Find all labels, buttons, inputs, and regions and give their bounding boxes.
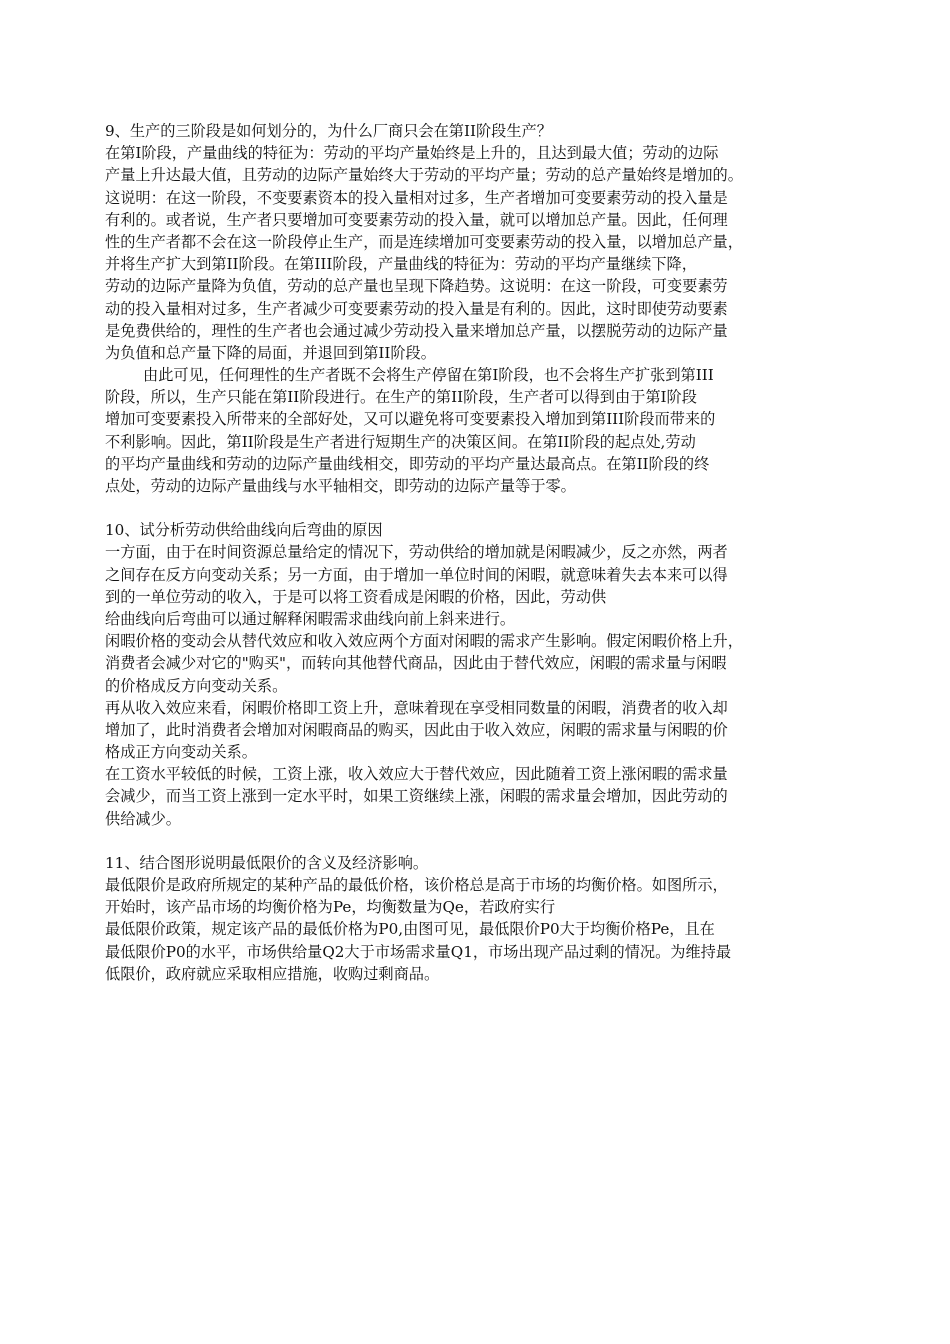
paragraph-line: 供给减少。 <box>105 809 181 828</box>
paragraph-line: 不利影响。因此，第II阶段是生产者进行短期生产的决策区间。在第II阶段的起点处,劳动 <box>105 432 696 451</box>
paragraph-line: 闲暇价格的变动会从替代效应和收入效应两个方面对闲暇的需求产生影响。假定闲暇价格上升， <box>105 632 743 651</box>
paragraph-line: 消费者会减少对它的"购买"，而转向其他替代商品，因此由于替代效应，闲暇的需求量与闲暇 <box>105 654 727 673</box>
paragraph-line: 在第I阶段，产量曲线的特征为：劳动的平均产量始终是上升的，且达到最大值；劳动的边际 <box>105 144 719 163</box>
paragraph-line: 一方面，由于在时间资源总量给定的情况下，劳动供给的增加就是闲暇减少，反之亦然，两者 <box>105 543 728 562</box>
paragraph-line: 之间存在反方向变动关系；另一方面，由于增加一单位时间的闲暇，就意味着失去本来可以得 <box>105 565 728 584</box>
document-page <box>105 120 853 1007</box>
section-q10 <box>105 519 853 830</box>
paragraph-line: 低限价，政府就应采取相应措施，收购过剩商品。 <box>105 964 440 983</box>
paragraph-line: 这说明：在这一阶段，不变要素资本的投入量相对过多，生产者增加可变要素劳动的投入量是 <box>105 188 728 207</box>
paragraph-line: 动的投入量相对过多，生产者减少可变要素劳动的投入量是有利的。因此，这时即使劳动要素 <box>105 299 728 318</box>
paragraph-line: 开始时，该产品市场的均衡价格为Pe，均衡数量为Qe，若政府实行 <box>105 898 556 917</box>
paragraph-line: 有利的。或者说，生产者只要增加可变要素劳动的投入量，就可以增加总产量。因此，任何理 <box>105 210 728 229</box>
paragraph-line: 并将生产扩大到第II阶段。在第III阶段，产量曲线的特征为：劳动的平均产量继续下降， <box>105 255 697 274</box>
paragraph-line: 产量上升达最大值，且劳动的边际产量始终大于劳动的平均产量；劳动的总产量始终是增加的。 <box>105 166 743 185</box>
paragraph-line: 的平均产量曲线和劳动的边际产量曲线相交，即劳动的平均产量达最高点。在第II阶段的终 <box>105 454 710 473</box>
paragraph-line: 最低限价政策，规定该产品的最低价格为P0,由图可见，最低限价P0大于均衡价格Pe，且在 <box>105 920 715 939</box>
section-heading: 11、结合图形说明最低限价的含义及经济影响。 <box>105 853 429 872</box>
paragraph-line: 点处，劳动的边际产量曲线与水平轴相交，即劳动的边际产量等于零。 <box>105 477 576 495</box>
paragraph-line: 给曲线向后弯曲可以通过解释闲暇需求曲线向前上斜来进行。 <box>105 609 516 628</box>
paragraph-line: 为负值和总产量下降的局面，并退回到第II阶段。 <box>105 343 436 362</box>
paragraph-line: 会减少，而当工资上涨到一定水平时，如果工资继续上涨，闲暇的需求量会增加，因此劳动的 <box>105 787 728 806</box>
section-q11 <box>105 852 853 985</box>
paragraph-line: 增加可变要素投入所带来的全部好处，又可以避免将可变要素投入增加到第III阶段而带来的 <box>105 410 716 429</box>
paragraph-line: 格成正方向变动关系。 <box>105 743 257 762</box>
paragraph-line: 性的生产者都不会在这一阶段停止生产，而是连续增加可变要素劳动的投入量，以增加总产量， <box>105 232 743 251</box>
paragraph-line: 阶段，所以，生产只能在第II阶段进行。在生产的第II阶段，生产者可以得到由于第I阶段 <box>105 388 697 407</box>
paragraph-line-indented: 由此可见，任何理性的生产者既不会将生产停留在第I阶段，也不会将生产扩张到第III <box>143 366 714 385</box>
section-heading: 10、试分析劳动供给曲线向后弯曲的原因 <box>105 521 383 540</box>
paragraph-line: 到的一单位劳动的收入，于是可以将工资看成是闲暇的价格，因此，劳动供 <box>105 587 607 606</box>
paragraph-line: 在工资水平较低的时候，工资上涨，收入效应大于替代效应，因此随着工资上涨闲暇的需求量 <box>105 765 728 784</box>
paragraph-line: 再从收入效应来看，闲暇价格即工资上升，意味着现在享受相同数量的闲暇，消费者的收入却 <box>105 698 728 717</box>
paragraph-line: 劳动的边际产量降为负值，劳动的总产量也呈现下降趋势。这说明：在这一阶段，可变要素劳 <box>105 277 728 296</box>
paragraph-line: 是免费供给的，理性的生产者也会通过减少劳动投入量来增加总产量，以摆脱劳动的边际产量 <box>105 321 728 340</box>
section-heading: 9、生产的三阶段是如何划分的，为什么厂商只会在第II阶段生产？ <box>105 122 552 140</box>
paragraph-line: 最低限价P0的水平，市场供给量Q2大于市场需求量Q1，市场出现产品过剩的情况。为维持最 <box>105 942 732 961</box>
paragraph-line: 的价格成反方向变动关系。 <box>105 676 288 695</box>
paragraph-line: 最低限价是政府所规定的某种产品的最低价格，该价格总是高于市场的均衡价格。如图所示， <box>105 876 728 894</box>
section-q9 <box>105 120 853 497</box>
paragraph-line: 增加了，此时消费者会增加对闲暇商品的购买，因此由于收入效应，闲暇的需求量与闲暇的价 <box>105 720 728 739</box>
